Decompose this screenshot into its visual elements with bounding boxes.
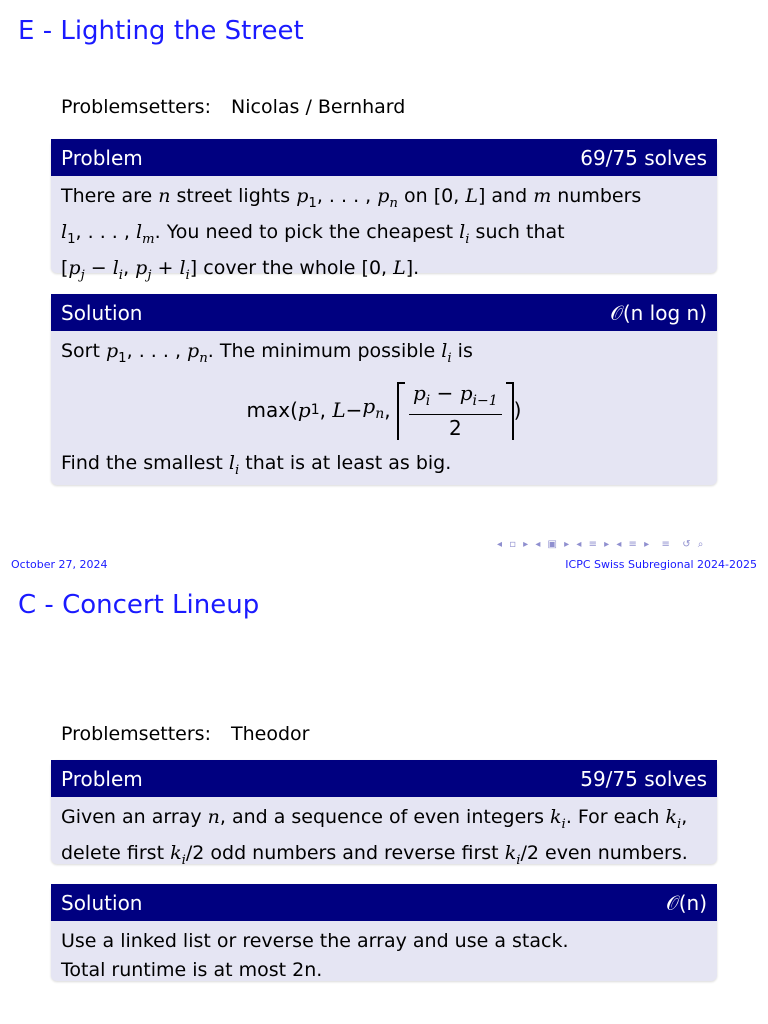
problemsetters-label: Problemsetters: (61, 96, 211, 118)
solves-count-2: 59/75 solves (580, 766, 707, 791)
problem-heading-2: Problem (61, 766, 143, 791)
solution-line-1: Use a linked list or reverse the array and use a stack. (61, 930, 569, 952)
problem-header-2 (51, 760, 717, 797)
slide-title-concert: C - Concert Lineup (18, 590, 260, 620)
solution-block-2 (51, 884, 717, 981)
max-formula: max( p 1 , L − $p_n$ , $\frac{p_i - p_{i-1}}{2}$ ) (246, 381, 522, 441)
problem-statement: There are n street lights $p_1$, . . . , $p_n$ on [0, L] and m numbers $l_1$, . . . , $l_m$. You need to pick the cheapest $l_i$ such that [$p_j - l_i$, $p_j + l_i$] cover the whole [0, L]. (61, 185, 642, 283)
beamer-navigation-icons[interactable]: ◂ ▫ ▸ ◂ ▣ ▸ ◂ ≡ ▸ ◂ ≡ ▸ ≡ ↺ ⌕ (497, 539, 706, 550)
solution-line-2: Total runtime is at most 2n. (61, 959, 323, 981)
solution-block (51, 294, 717, 485)
solves-count: 69/75 solves (580, 145, 707, 170)
problem-heading: Problem (61, 145, 143, 170)
complexity-label-2: 𝒪(n) (666, 890, 707, 915)
solution-header (51, 294, 717, 331)
problemsetters-line (61, 96, 405, 118)
problemsetters-label-2: Problemsetters: (61, 723, 211, 745)
complexity-label: 𝒪(n log n) (610, 300, 707, 325)
footer-event: ICPC Swiss Subregional 2024-2025 (565, 558, 757, 571)
solution-heading-2: Solution (61, 890, 143, 915)
problem-block (51, 139, 717, 283)
solution-header-2 (51, 884, 717, 921)
footer-date: October 27, 2024 (11, 558, 108, 571)
problem-header (51, 139, 717, 176)
solution-text: Sort $p_1$, . . . , $p_n$. The minimum possible $l_i$ is max( p 1 , L − $p_n$ , $\frac{p_i - p_{i-1}}{2}$ ) Find the smallest $l_i$ that is at least as big. (51, 331, 717, 493)
solution-heading: Solution (61, 300, 143, 325)
problemsetters-names: Nicolas / Bernhard (231, 96, 406, 118)
problemsetters-names-2: Theodor (231, 723, 310, 745)
problem-statement-2: Given an array n, and a sequence of even integers $k_i$. For each $k_i$, delete first $k_i/2$ odd numbers and reverse first $k_i/2$ even numbers. (61, 806, 688, 868)
problem-block-2 (51, 760, 717, 868)
slide-title-lighting: E - Lighting the Street (18, 16, 304, 46)
solution-text-2 (51, 921, 717, 993)
problemsetters-line-2 (61, 723, 309, 745)
